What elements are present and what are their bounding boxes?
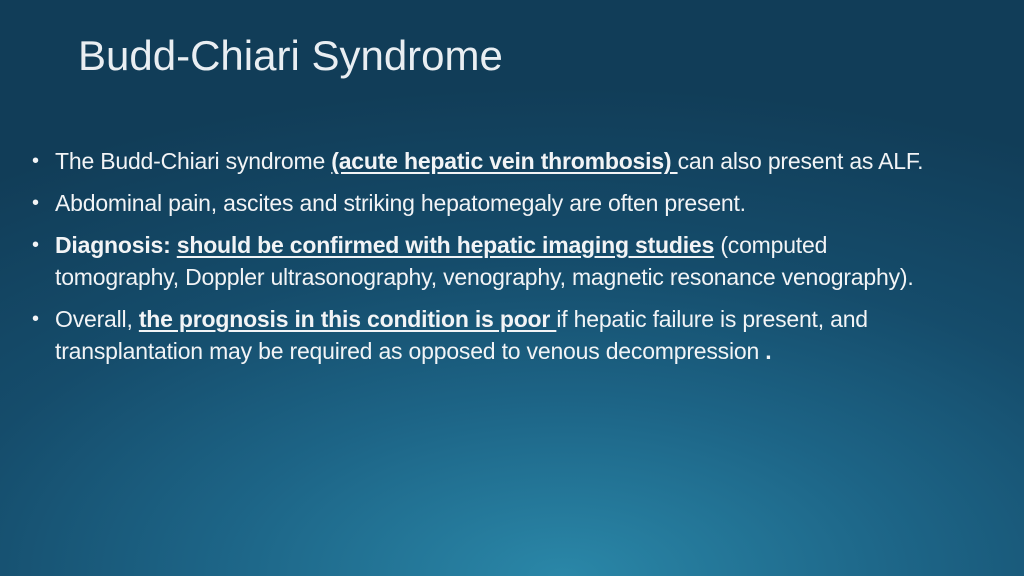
bullet-marker: • xyxy=(32,150,39,172)
bullet-marker: • xyxy=(32,234,39,256)
bullet-text: if hepatic failure is present, and transplantation may be required as opposed to venous decompression xyxy=(55,306,868,364)
bullet-marker: • xyxy=(32,192,39,214)
bullet-text: (computed tomography, Doppler ultrasonography, venography, magnetic resonance venography). xyxy=(55,232,914,290)
bullet-text: can also present as ALF. xyxy=(677,148,924,174)
bullet-label: Diagnosis: xyxy=(55,232,177,258)
bullet-list xyxy=(32,145,932,377)
bullet-emphasis: should be confirmed with hepatic imaging studies xyxy=(176,232,715,258)
bullet-item-prognosis xyxy=(32,303,932,367)
bullet-text: Abdominal pain, ascites and striking hepatomegaly are often present. xyxy=(55,190,746,216)
bullet-emphasis: (acute hepatic vein thrombosis) xyxy=(331,148,678,174)
bullet-item-diagnosis xyxy=(32,229,932,293)
bullet-emphasis: the prognosis in this condition is poor xyxy=(138,306,557,332)
bullet-text: Overall, xyxy=(55,306,139,332)
bullet-marker: • xyxy=(32,308,39,330)
bullet-item-alf xyxy=(32,145,932,177)
bullet-end-period: . xyxy=(765,338,772,364)
bullet-text: The Budd-Chiari syndrome xyxy=(55,148,332,174)
slide-title: Budd-Chiari Syndrome xyxy=(78,32,503,79)
bullet-item-symptoms xyxy=(32,187,932,219)
